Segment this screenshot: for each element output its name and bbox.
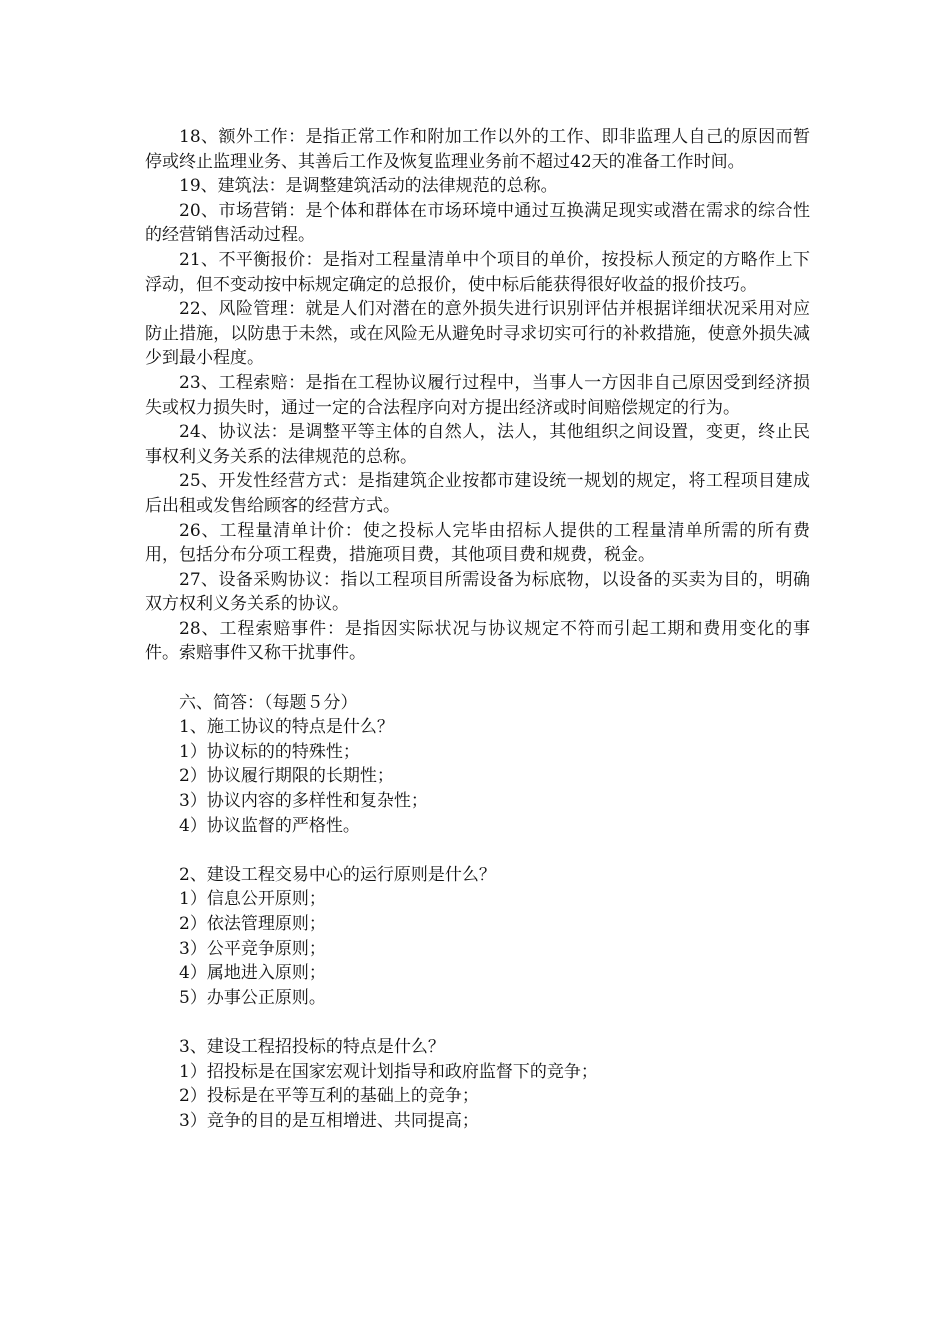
answer-item: 2）投标是在平等互利的基础上的竞争； <box>179 1086 479 1107</box>
definition-25: 25、开发性经营方式：是指建筑企业按都市建设统一规划的规定，将工程项目建成后出租或发售给顾客的经营方式。 <box>145 471 810 516</box>
definition-21: 21、不平衡报价：是指对工程量清单中个项目的单价，按投标人预定的方略作上下浮动，但不变动按中标规定确定的总报价，使中标后能获得很好收益的报价技巧。 <box>145 249 810 295</box>
spacer <box>145 666 810 691</box>
answer-item: 1）招投标是在国家宏观计划指导和政府监督下的竞争； <box>179 1061 598 1082</box>
question-1: 1、施工协议的特点是什么？ <box>179 717 394 738</box>
definition-27: 27、设备采购协议：指以工程项目所需设备为标底物，以设备的买卖为目的，明确双方权利义务关系的协议。 <box>145 569 810 615</box>
definition-24: 24、协议法：是调整平等主体的自然人，法人，其他组织之间设置，变更，终止民事权利义务关系的法律规范的总称。 <box>145 422 810 467</box>
page-content <box>145 125 810 1133</box>
question-2: 2、建设工程交易中心的运行原则是什么？ <box>179 864 496 885</box>
answer-item: 4）属地进入原则； <box>179 963 326 984</box>
definition-28: 28、工程索赔事件：是指因实际状况与协议规定不符而引起工期和费用变化的事件。索赔事件又称干扰事件。 <box>145 618 810 664</box>
question-3: 3、建设工程招投标的特点是什么？ <box>179 1036 445 1057</box>
answer-item: 1）信息公开原则； <box>179 889 326 910</box>
spacer <box>145 1010 810 1035</box>
answer-item: 3）协议内容的多样性和复杂性； <box>179 791 428 812</box>
answer-item: 3）竞争的目的是互相增进、共同提高； <box>179 1110 479 1131</box>
answer-item: 5）办事公正原则。 <box>179 987 326 1008</box>
section-heading: 六、简答：（每题５分） <box>179 692 358 713</box>
definition-18: 18、额外工作：是指正常工作和附加工作以外的工作、即非监理人自己的原因而暂停或终止监理业务、其善后工作及恢复监理业务前不超过42天的准备工作时间。 <box>145 127 810 172</box>
definition-20: 20、市场营销：是个体和群体在市场环境中通过互换满足现实或潜在需求的综合性的经营销售活动过程。 <box>145 200 810 246</box>
answer-item: 2）依法管理原则； <box>179 914 326 934</box>
definition-22: 22、风险管理：就是人们对潜在的意外损失进行识别评估并根据详细状况采用对应防止措施，以防患于未然，或在风险无从避免时寻求切实可行的补救措施，使意外损失减少到最小程度。 <box>145 299 810 369</box>
definition-26: 26、工程量清单计价：使之投标人完毕由招标人提供的工程量清单所需的所有费用，包括分布分项工程费，措施项目费，其他项目费和规费，税金。 <box>145 520 810 566</box>
answer-item: 3）公平竞争原则； <box>179 938 326 959</box>
answer-item: 2）协议履行期限的长期性； <box>179 766 394 787</box>
definition-23: 23、工程索赔：是指在工程协议履行过程中，当事人一方因非自己原因受到经济损失或权力损失时，通过一定的合法程序向对方提出经济或时间赔偿规定的行为。 <box>145 372 810 418</box>
definition-19: 19、建筑法：是调整建筑活动的法律规范的总称。 <box>179 176 558 197</box>
answer-item: 1）协议标的的特殊性； <box>179 741 360 762</box>
spacer <box>145 838 810 863</box>
answer-item: 4）协议监督的严格性。 <box>179 815 360 836</box>
